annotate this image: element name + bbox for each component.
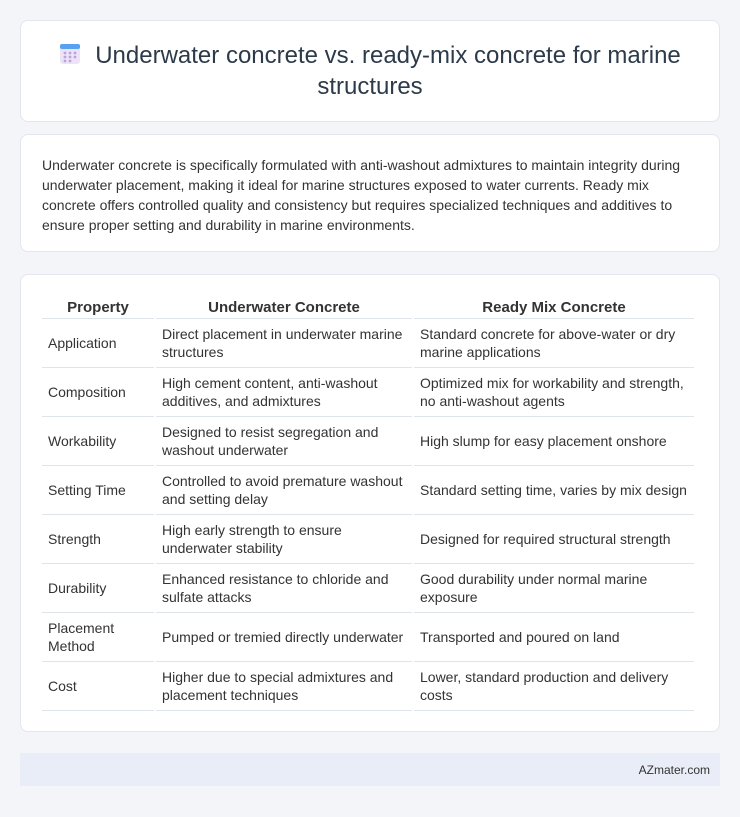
cell-underwater: Higher due to special admixtures and placement techniques [156, 662, 412, 711]
cell-ready-mix: High slump for easy placement onshore [414, 417, 694, 466]
cell-ready-mix: Designed for required structural strength [414, 515, 694, 564]
comparison-table-card [20, 274, 720, 732]
cell-property: Cost [42, 662, 154, 711]
table-row [42, 466, 694, 515]
footer-brand-link[interactable]: AZmater.com [638, 762, 710, 777]
cell-underwater: Enhanced resistance to chloride and sulfate attacks [156, 564, 412, 613]
cell-property: Durability [42, 564, 154, 613]
cell-ready-mix: Standard concrete for above-water or dry marine applications [414, 319, 694, 368]
table-header-row [42, 295, 694, 319]
page-title-text: Underwater concrete vs. ready-mix concrete for marine structures [95, 42, 681, 100]
cell-property: Workability [42, 417, 154, 466]
header-property: Property [42, 295, 154, 319]
cell-underwater: Direct placement in underwater marine structures [156, 319, 412, 368]
summary-text: Underwater concrete is specifically formulated with anti-washout admixtures to maintain integrity during underwater placement, making it ideal for marine structures exposed to water currents. Ready mix concrete offers controlled quality and consistency but requires specialized techniques and additives to ensure proper setting and durability in marine environments. [42, 157, 681, 233]
header-ready-mix-concrete: Ready Mix Concrete [414, 295, 694, 319]
table-row [42, 417, 694, 466]
cell-ready-mix: Standard setting time, varies by mix design [414, 466, 694, 515]
table-row [42, 662, 694, 711]
cell-underwater: Designed to resist segregation and washout underwater [156, 417, 412, 466]
calendar-grid-icon [59, 43, 81, 72]
cell-ready-mix: Transported and poured on land [414, 613, 694, 662]
cell-ready-mix: Optimized mix for workability and strength, no anti-washout agents [414, 368, 694, 417]
cell-property: Setting Time [42, 466, 154, 515]
cell-property: Application [42, 319, 154, 368]
cell-property: Strength [42, 515, 154, 564]
cell-underwater: High cement content, anti-washout additives, and admixtures [156, 368, 412, 417]
comparison-table [40, 295, 696, 711]
table-row [42, 515, 694, 564]
table-row [42, 564, 694, 613]
table-row [42, 319, 694, 368]
cell-ready-mix: Good durability under normal marine exposure [414, 564, 694, 613]
cell-property: Composition [42, 368, 154, 417]
page-title [45, 41, 695, 101]
cell-underwater: Pumped or tremied directly underwater [156, 613, 412, 662]
footer-bar [20, 753, 720, 786]
cell-underwater: Controlled to avoid premature washout and setting delay [156, 466, 412, 515]
cell-property: Placement Method [42, 613, 154, 662]
cell-ready-mix: Lower, standard production and delivery costs [414, 662, 694, 711]
header-underwater-concrete: Underwater Concrete [156, 295, 412, 319]
table-row [42, 613, 694, 662]
cell-underwater: High early strength to ensure underwater stability [156, 515, 412, 564]
table-row [42, 368, 694, 417]
summary-card [20, 134, 720, 252]
title-card [20, 20, 720, 122]
